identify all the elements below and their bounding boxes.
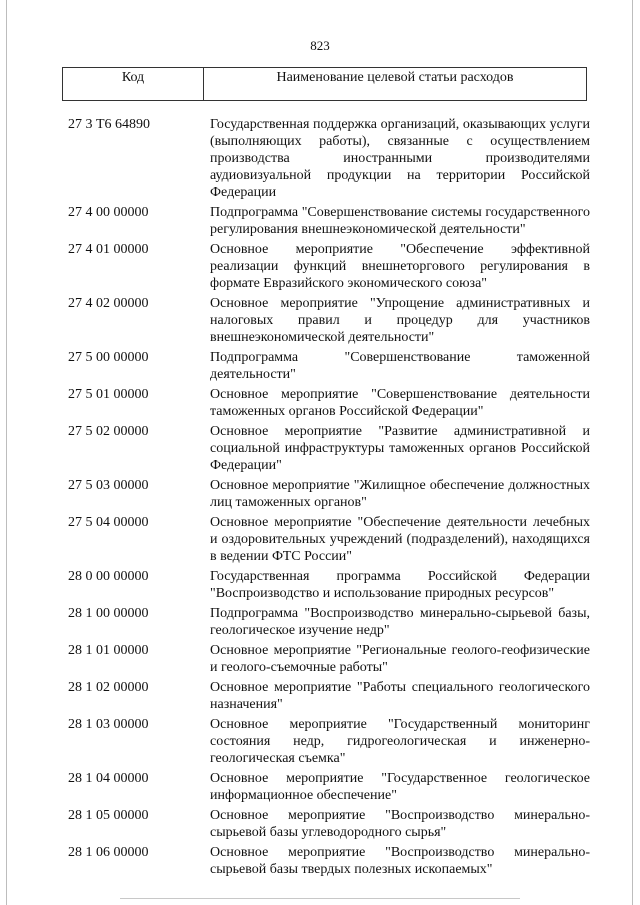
expense-items-list xyxy=(62,116,590,881)
table-row xyxy=(62,349,590,383)
header-code-column: Код xyxy=(63,68,204,100)
page-frame-left-edge xyxy=(6,0,7,905)
row-code: 28 1 05 00000 xyxy=(68,808,149,823)
row-name: Основное мероприятие "Воспроизводство минерально-сырьевой базы твердых полезных ископаемых" xyxy=(210,845,590,877)
row-code: 28 1 06 00000 xyxy=(68,845,149,860)
table-row xyxy=(62,295,590,346)
row-code: 27 4 00 00000 xyxy=(68,205,149,220)
row-name: Подпрограмма "Совершенствование системы государственного регулирования внешнеэкономической деятельности" xyxy=(210,205,590,237)
row-code: 27 4 01 00000 xyxy=(68,242,149,257)
row-code: 27 3 Т6 64890 xyxy=(68,117,151,132)
page-number: 823 xyxy=(310,38,330,53)
page-frame-right-edge xyxy=(632,0,633,905)
row-name: Основное мероприятие "Совершенствование деятельности таможенных органов Российской Федерации" xyxy=(210,387,590,419)
table-row xyxy=(62,514,590,565)
row-name: Государственная программа Российской Федерации "Воспроизводство и использование природных ресурсов" xyxy=(210,569,590,601)
row-code: 28 1 04 00000 xyxy=(68,771,149,786)
page-bottom-edge xyxy=(120,898,520,899)
row-code: 28 0 00 00000 xyxy=(68,569,149,584)
row-name: Основное мероприятие "Обеспечение деятельности лечебных и оздоровительных учреждений (подразделений), находящихся в ведении ФТС России" xyxy=(210,515,590,564)
table-row xyxy=(62,116,590,201)
table-row xyxy=(62,679,590,713)
row-code: 27 5 04 00000 xyxy=(68,515,149,530)
table-row xyxy=(62,716,590,767)
row-name: Основное мероприятие "Развитие административной и социальной инфраструктуры таможенных органов Российской Федерации" xyxy=(210,424,590,473)
row-name: Основное мероприятие "Работы специального геологического назначения" xyxy=(210,680,590,712)
row-name: Подпрограмма "Совершенствование таможенной деятельности" xyxy=(210,350,590,382)
row-code: 27 5 03 00000 xyxy=(68,478,149,493)
table-row xyxy=(62,770,590,804)
row-code: 27 5 01 00000 xyxy=(68,387,149,402)
table-row xyxy=(62,844,590,878)
row-name: Основное мероприятие "Обеспечение эффективной реализации функций внешнеторгового регулирования в формате Евразийского экономического союза" xyxy=(210,242,590,291)
row-code: 27 5 02 00000 xyxy=(68,424,149,439)
table-row xyxy=(62,423,590,474)
row-name: Основное мероприятие "Воспроизводство минерально-сырьевой базы углеводородного сырья" xyxy=(210,808,590,840)
table-row xyxy=(62,642,590,676)
row-name: Основное мероприятие "Жилищное обеспечение должностных лиц таможенных органов" xyxy=(210,478,590,510)
table-row xyxy=(62,605,590,639)
row-code: 28 1 00 00000 xyxy=(68,606,149,621)
table-row xyxy=(62,386,590,420)
row-name: Основное мероприятие "Упрощение административных и налоговых правил и процедур для участников внешнеэкономической деятельности" xyxy=(210,296,590,345)
table-row xyxy=(62,477,590,511)
row-code: 27 5 00 00000 xyxy=(68,350,149,365)
table-row xyxy=(62,204,590,238)
table-header xyxy=(62,67,587,101)
row-code: 27 4 02 00000 xyxy=(68,296,149,311)
table-row xyxy=(62,241,590,292)
row-code: 28 1 02 00000 xyxy=(68,680,149,695)
row-name: Основное мероприятие "Государственный мониторинг состояния недр, гидрогеологическая и инженерно-геологическая съемка" xyxy=(210,717,590,766)
row-name: Подпрограмма "Воспроизводство минерально-сырьевой базы, геологическое изучение недр" xyxy=(210,606,590,638)
row-name: Государственная поддержка организаций, оказывающих услуги (выполняющих работы), связанные с осуществлением производства иностранными производителями аудиовизуальной продукции на территории Российской Федерации xyxy=(210,117,590,200)
row-code: 28 1 01 00000 xyxy=(68,643,149,658)
header-name-column: Наименование целевой статьи расходов xyxy=(276,70,514,85)
row-name: Основное мероприятие "Государственное геологическое информационное обеспечение" xyxy=(210,771,590,803)
row-code: 28 1 03 00000 xyxy=(68,717,149,732)
table-row xyxy=(62,568,590,602)
row-name: Основное мероприятие "Региональные геолого-геофизические и геолого-съемочные работы" xyxy=(210,643,590,675)
table-row xyxy=(62,807,590,841)
